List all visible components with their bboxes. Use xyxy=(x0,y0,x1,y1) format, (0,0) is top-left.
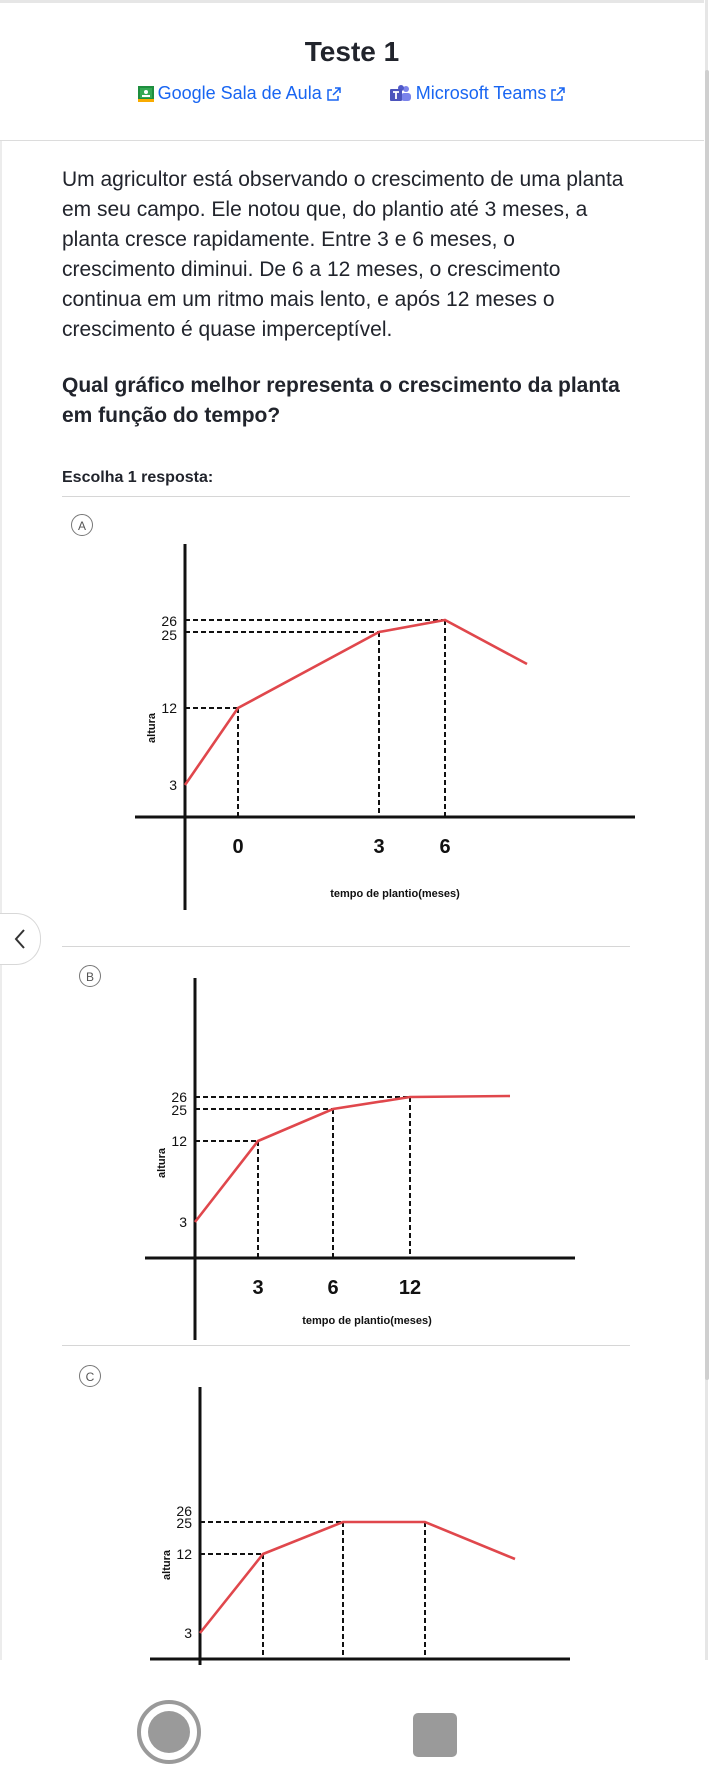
google-classroom-icon xyxy=(138,86,154,102)
line-chart xyxy=(135,540,635,910)
option-c-graph[interactable] xyxy=(150,1385,580,1665)
chevron-left-icon xyxy=(13,928,27,950)
page-title: Teste 1 xyxy=(304,36,400,67)
external-link-icon xyxy=(550,86,566,102)
google-classroom-link[interactable] xyxy=(138,83,342,104)
problem-statement: Um agricultor está observando o crescimento de uma planta em seu campo. Ele notou que, do plantio até 3 meses, a planta cresce rapidamente. Entre 3 e 6 meses, o crescimento diminui. De 6 a 12 meses, o crescimento continua em um ritmo mais lento, e após 12 meses o crescimento é quase imperceptível. xyxy=(62,168,624,341)
answer-instruction: Escolha 1 resposta: xyxy=(62,469,214,486)
x-axis-label: tempo de plantio(meses) xyxy=(330,888,460,900)
x-tick-label: 3 xyxy=(252,1277,264,1299)
microsoft-teams-icon xyxy=(390,85,412,103)
x-tick-label: 6 xyxy=(439,836,451,858)
scrollbar-thumb[interactable] xyxy=(705,70,709,1380)
x-tick-label: 0 xyxy=(232,836,244,858)
microsoft-teams-label: Microsoft Teams xyxy=(415,83,547,103)
y-tick-label: 26 xyxy=(161,613,177,629)
y-tick-label: 25 xyxy=(176,1515,192,1531)
external-link-icon xyxy=(326,86,342,102)
record-button[interactable] xyxy=(137,1700,201,1764)
share-links xyxy=(0,83,704,104)
divider xyxy=(62,496,630,497)
y-axis-label: altura xyxy=(161,1550,173,1580)
option-c-letter[interactable]: C xyxy=(79,1365,101,1387)
record-icon xyxy=(148,1711,190,1753)
x-tick-label: 3 xyxy=(373,836,385,858)
option-a-graph[interactable] xyxy=(135,540,635,910)
page-header xyxy=(0,3,704,141)
y-tick-label: 12 xyxy=(176,1546,192,1562)
y-tick-label: 3 xyxy=(179,1214,187,1230)
y-tick-label: 3 xyxy=(184,1625,192,1641)
y-tick-label: 12 xyxy=(161,700,177,716)
question-prompt: Qual gráfico melhor representa o crescimento da planta em função do tempo? xyxy=(62,374,620,427)
y-tick-label: 12 xyxy=(171,1133,187,1149)
question-content xyxy=(62,165,632,487)
y-tick-label: 26 xyxy=(171,1089,187,1105)
line-chart xyxy=(150,1385,580,1665)
y-tick-label: 25 xyxy=(171,1102,187,1118)
y-tick-label: 26 xyxy=(176,1503,192,1519)
x-axis-label: tempo de plantio(meses) xyxy=(302,1315,432,1327)
window-left-border xyxy=(0,140,2,1660)
option-b-letter[interactable]: B xyxy=(79,965,101,987)
option-b-graph[interactable] xyxy=(145,975,575,1340)
line-chart xyxy=(145,975,575,1340)
microsoft-teams-link[interactable] xyxy=(390,83,567,104)
previous-button[interactable] xyxy=(0,913,41,965)
growth-curve xyxy=(185,620,527,785)
growth-curve xyxy=(195,1096,510,1222)
option-a-letter[interactable]: A xyxy=(71,514,93,536)
y-tick-label: 3 xyxy=(169,777,177,793)
stop-button[interactable] xyxy=(413,1713,457,1757)
y-tick-label: 25 xyxy=(161,627,177,643)
y-axis-label: altura xyxy=(156,1148,168,1178)
x-tick-label: 6 xyxy=(327,1277,339,1299)
growth-curve xyxy=(200,1522,515,1633)
y-axis-label: altura xyxy=(146,713,158,743)
x-tick-label: 12 xyxy=(398,1277,422,1299)
divider xyxy=(62,946,630,947)
google-classroom-label: Google Sala de Aula xyxy=(157,83,322,103)
divider xyxy=(62,1345,630,1346)
